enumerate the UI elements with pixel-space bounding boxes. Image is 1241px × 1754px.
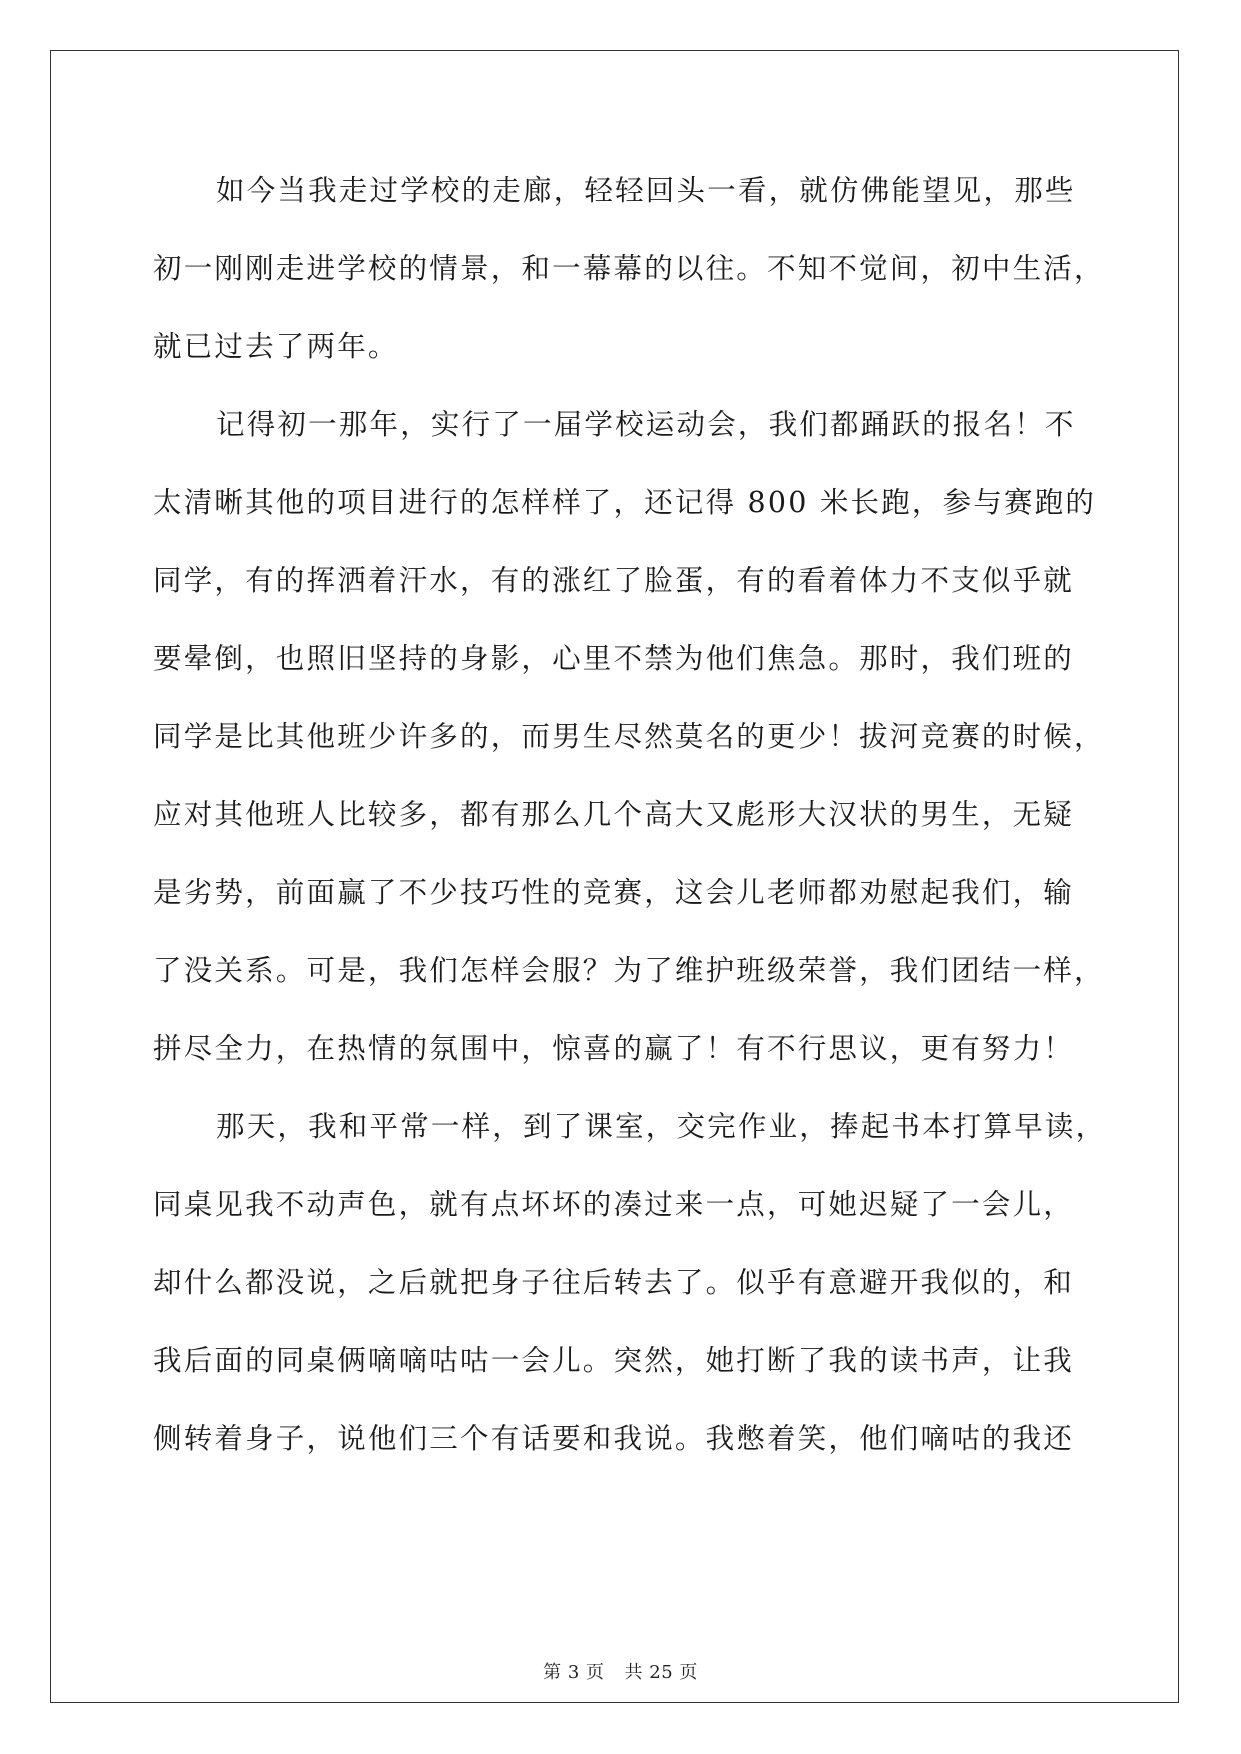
text-line: 侧转着身子，说他们三个有话要和我说。我憋着笑，他们嘀咕的我还 [153,1422,1075,1455]
text-line: 同学是比其他班少许多的，而男生尽然莫名的更少！拔河竞赛的时候， [153,720,1105,753]
text-line: 记得初一那年，实行了一届学校运动会，我们都踊跃的报名！不 [216,408,1076,441]
text-line: 同学，有的挥洒着汗水，有的涨红了脸蛋，有的看着体力不支似乎就 [153,564,1075,597]
text-line: 那天，我和平常一样，到了课室，交完作业，捧起书本打算早读， [216,1110,1107,1143]
text-line: 同桌见我不动声色，就有点坏坏的凑过来一点，可她迟疑了一会儿， [153,1188,1075,1221]
text-line: 拼尽全力，在热情的氛围中，惊喜的赢了！有不行思议，更有努力！ [153,1032,1075,1065]
text-line: 了没关系。可是，我们怎样会服？为了维护班级荣誉，我们团结一样， [153,954,1105,987]
text-line: 我后面的同桌俩嘀嘀咕咕一会儿。突然，她打断了我的读书声，让我 [153,1344,1075,1377]
document-body [153,163,1107,1489]
text-line: 初一刚刚走进学校的情景，和一幕幕的以往。不知不觉间，初中生活， [153,252,1105,285]
text-line: 太清晰其他的项目进行的怎样样了，还记得 800 米长跑，参与赛跑的 [153,486,1097,519]
text-line: 应对其他班人比较多，都有那么几个高大又彪形大汉状的男生，无疑 [153,798,1075,831]
page-footer [0,1658,1241,1684]
text-line: 如今当我走过学校的走廊，轻轻回头一看，就仿佛能望见，那些 [216,174,1076,207]
page-total: 共 25 页 [624,1662,698,1683]
text-line: 是劣势，前面赢了不少技巧性的竞赛，这会儿老师都劝慰起我们，输 [153,876,1075,909]
text-line: 要晕倒，也照旧坚持的身影，心里不禁为他们焦急。那时，我们班的 [153,642,1075,675]
page-number: 第 3 页 [543,1662,605,1683]
text-line: 就已过去了两年。 [153,330,399,363]
text-line: 却什么都没说，之后就把身子往后转去了。似乎有意避开我似的，和 [153,1266,1075,1299]
